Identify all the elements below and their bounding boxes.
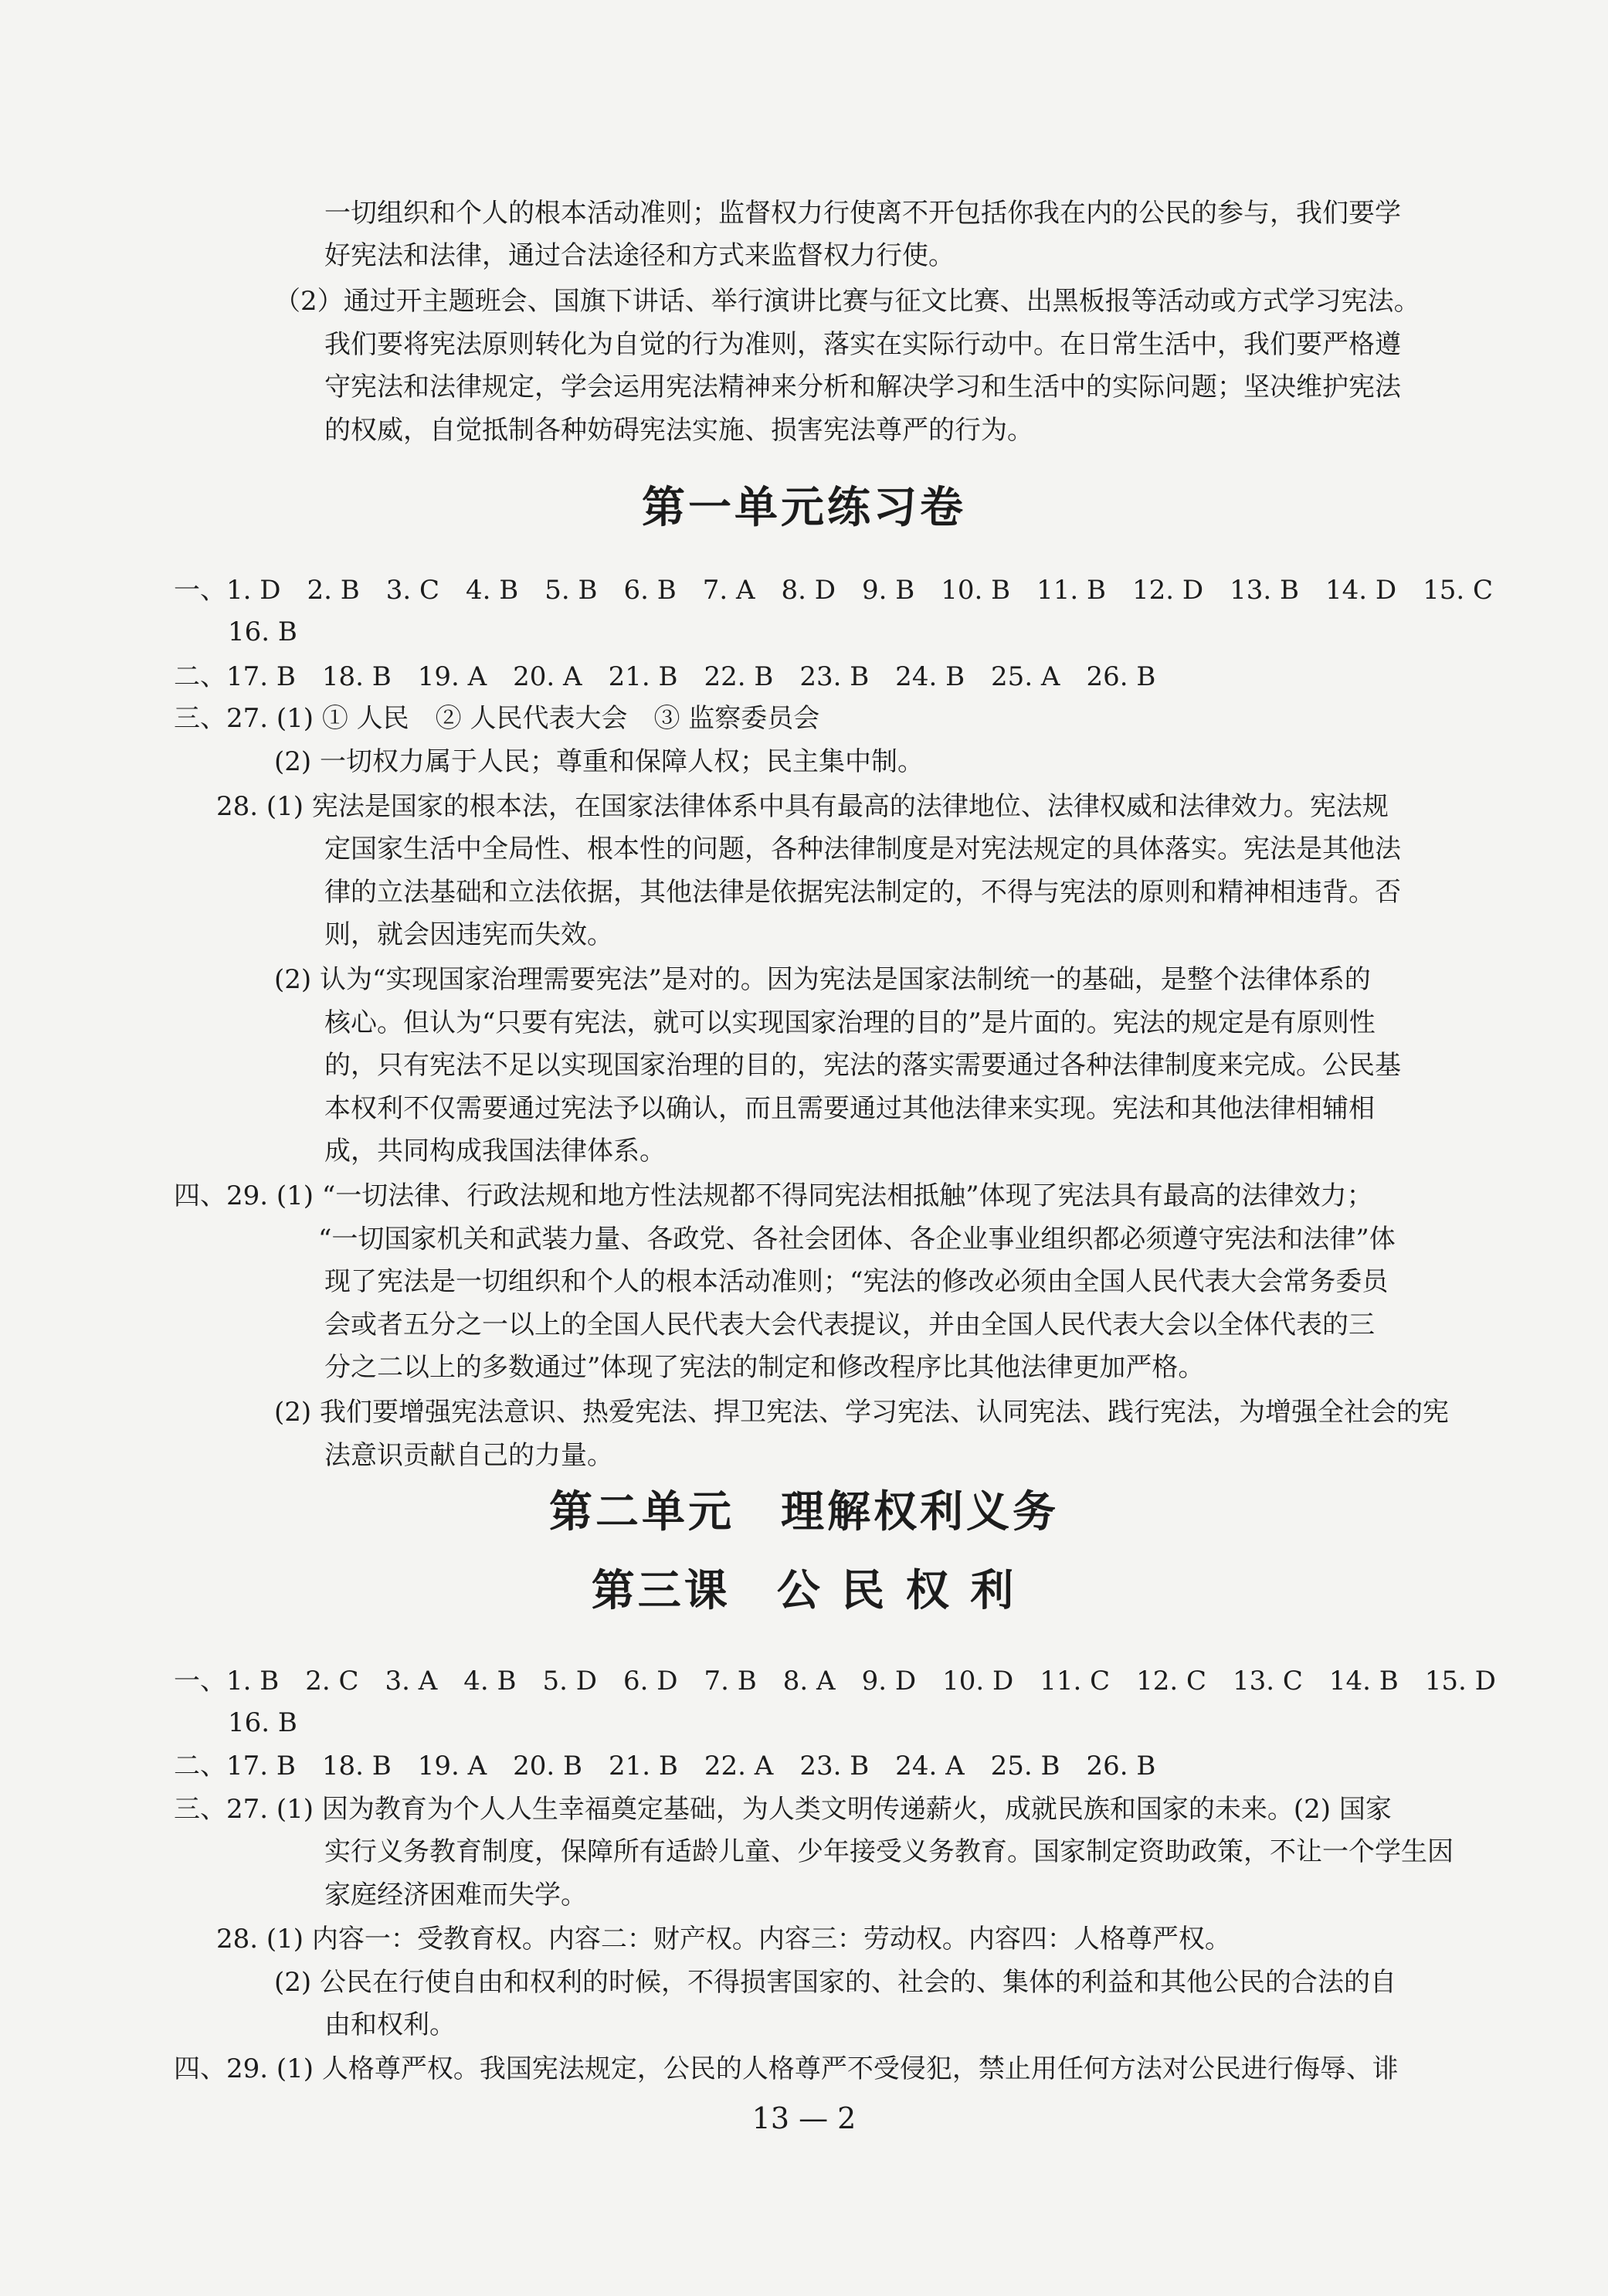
text-line: 成，共同构成我国法律体系。 [324, 1136, 666, 1167]
text-line: 28. (1) 宪法是国家的根本法，在国家法律体系中具有最高的法律地位、法律权威和法律效力。宪法规 [216, 791, 1389, 822]
text-line: (2) 公民在行使自由和权利的时候，不得损害国家的、社会的、集体的利益和其他公民的合法的自 [274, 1967, 1396, 1998]
text-line: 四、29. (1) 人格尊严权。我国宪法规定，公民的人格尊严不受侵犯，禁止用任何方法对公民进行侮辱、诽 [174, 2053, 1399, 2084]
text-line: 我们要将宪法原则转化为自觉的行为准则，落实在实际行动中。在日常生活中，我们要严格遵 [324, 329, 1401, 360]
text-line: 一切组织和个人的根本活动准则；监督权力行使离不开包括你我在内的公民的参与，我们要学 [324, 198, 1401, 229]
text-line: 一、1. B 2. C 3. A 4. B 5. D 6. D 7. B 8. A 9. D 10. D 11. C 12. C 13. C 14. B 15. D [174, 1666, 1496, 1697]
text-line: 二、17. B 18. B 19. A 20. A 21. B 22. B 23. B 24. B 25. A 26. B [174, 661, 1156, 692]
text-line: 16. B [228, 1707, 297, 1738]
text-line: 28. (1) 内容一：受教育权。内容二：财产权。内容三：劳动权。内容四：人格尊严权。 [216, 1924, 1231, 1955]
text-line: 则，就会因违宪而失效。 [324, 919, 613, 950]
text-line: (2) 一切权力属于人民；尊重和保障人权；民主集中制。 [274, 746, 924, 777]
text-line: 家庭经济困难而失学。 [324, 1880, 587, 1911]
text-line: 四、29. (1) “一切法律、行政法规和地方性法规都不得同宪法相抵触”体现了宪法具有最高的法律效力； [174, 1180, 1373, 1211]
section-title: 第一单元练习卷 [642, 483, 966, 533]
text-line: 律的立法基础和立法依据，其他法律是依据宪法制定的，不得与宪法的原则和精神相违背。否 [324, 877, 1401, 908]
text-line: （2）通过开主题班会、国旗下讲话、举行演讲比赛与征文比赛、出黑板报等活动或方式学习宪法。 [274, 286, 1420, 317]
lesson-title: 第三课 公 民 权 利 [591, 1566, 1017, 1616]
text-line: (2) 我们要增强宪法意识、热爱宪法、捍卫宪法、学习宪法、认同宪法、践行宪法，为增强全社会的宪 [274, 1397, 1449, 1428]
text-line: 由和权利。 [324, 2009, 456, 2040]
text-line: (2) 认为“实现国家治理需要宪法”是对的。因为宪法是国家法制统一的基础，是整个法律体系的 [274, 964, 1371, 995]
text-line: 本权利不仅需要通过宪法予以确认，而且需要通过其他法律来实现。宪法和其他法律相辅相 [324, 1093, 1375, 1124]
text-line: 分之二以上的多数通过”体现了宪法的制定和修改程序比其他法律更加严格。 [324, 1352, 1205, 1383]
text-line: 三、27. (1) ① 人民 ② 人民代表大会 ③ 监察委员会 [174, 703, 820, 734]
text-line: 守宪法和法律规定，学会运用宪法精神来分析和解决学习和生活中的实际问题；坚决维护宪法 [324, 372, 1401, 402]
text-line: 三、27. (1) 因为教育为个人人生幸福奠定基础，为人类文明传递薪火，成就民族和国家的未来。(2) 国家 [174, 1794, 1392, 1825]
text-line: 定国家生活中全局性、根本性的问题，各种法律制度是对宪法规定的具体落实。宪法是其他法 [324, 834, 1401, 864]
text-line: 的权威，自觉抵制各种妨碍宪法实施、损害宪法尊严的行为。 [324, 415, 1033, 446]
text-line: 一、1. D 2. B 3. C 4. B 5. B 6. B 7. A 8. D 9. B 10. B 11. B 12. D 13. B 14. D 15. C [174, 575, 1494, 606]
text-line: 16. B [228, 616, 297, 647]
text-line: 现了宪法是一切组织和个人的根本活动准则；“宪法的修改必须由全国人民代表大会常务委员 [324, 1266, 1389, 1297]
text-line: 的，只有宪法不足以实现国家治理的目的，宪法的落实需要通过各种法律制度来完成。公民基 [324, 1050, 1401, 1081]
unit-title: 第二单元 理解权利义务 [549, 1487, 1059, 1537]
text-line: 会或者五分之一以上的全国人民代表大会代表提议，并由全国人民代表大会以全体代表的三 [324, 1309, 1375, 1340]
text-line: 好宪法和法律，通过合法途径和方式来监督权力行使。 [324, 240, 955, 271]
page-number: 13 — 2 [751, 2101, 857, 2135]
text-line: “一切国家机关和武装力量、各政党、各社会团体、各企业事业组织都必须遵守宪法和法律”体 [318, 1224, 1396, 1255]
text-line: 法意识贡献自己的力量。 [324, 1440, 613, 1471]
text-line: 实行义务教育制度，保障所有适龄儿童、少年接受义务教育。国家制定资助政策，不让一个学生因 [324, 1836, 1454, 1867]
text-line: 二、17. B 18. B 19. A 20. B 21. B 22. A 23. B 24. A 25. B 26. B [174, 1751, 1156, 1781]
text-line: 核心。但认为“只要有宪法，就可以实现国家治理的目的”是片面的。宪法的规定是有原则性 [324, 1007, 1376, 1038]
